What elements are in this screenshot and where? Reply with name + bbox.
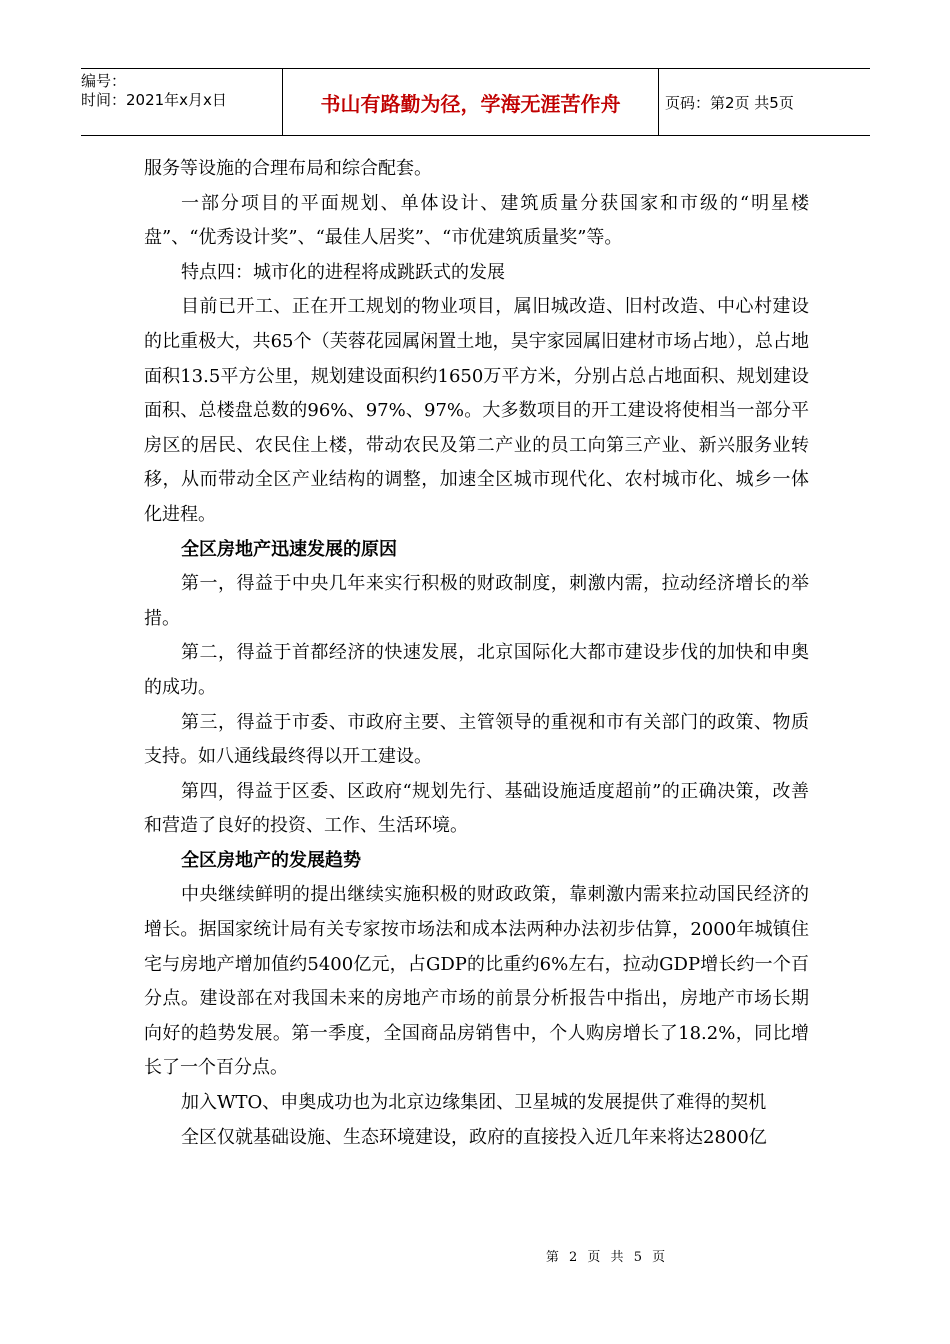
page-header <box>81 68 870 136</box>
section-heading: 全区房地产的发展趋势 <box>181 849 361 871</box>
paragraph: 一部分项目的平面规划、单体设计、建筑质量分获国家和市级的“明星楼盘”、“优秀设计奖”、“最佳人居奖”、“市优建筑质量奖”等。 <box>144 192 809 249</box>
footer-page-number: 第 2 页 共 5 页 <box>545 1250 669 1265</box>
paragraph: 第三，得益于市委、市政府主要、主管领导的重视和市有关部门的政策、物质支持。如八通线最终得以开工建设。 <box>144 711 809 768</box>
section-heading: 全区房地产迅速发展的原因 <box>181 538 397 560</box>
paragraph: 中央继续鲜明的提出继续实施积极的财政政策，靠刺激内需来拉动国民经济的增长。据国家统计局有关专家按市场法和成本法两种办法初步估算，2000年城镇住宅与房地产增加值约5400亿元，占GDP的比重约6%左右，拉动GDP增长约一个百分点。建设部在对我国未来的房地产市场的前景分析报告中指出，房地产市场长期向好的趋势发展。第一季度，全国商品房销售中，个人购房增长了18.2%，同比增长了一个百分点。 <box>144 884 809 1079</box>
paragraph: 特点四：城市化的进程将成跳跃式的发展 <box>181 261 505 283</box>
paragraph: 第四，得益于区委、区政府“规划先行、基础设施适度超前”的正确决策，改善和营造了良好的投资、工作、生活环境。 <box>144 780 809 837</box>
paragraph: 加入WTO、申奥成功也为北京边缘集团、卫星城的发展提供了难得的契机 <box>181 1092 767 1114</box>
motto-text: 书山有路勤为径，学海无涯苦作舟 <box>320 91 621 116</box>
doc-number-label: 编号： <box>81 72 127 90</box>
paragraph: 目前已开工、正在开工规划的物业项目，属旧城改造、旧村改造、中心村建设的比重极大，共65个（芙蓉花园属闲置土地，昊宇家园属旧建材市场占地），总占地面积13.5平方公里，规划建设面积约1650万平方米，分别占总占地面积、规划建设面积、总楼盘总数的96%、97%、97%。大多数项目的开工建设将使相当一部分平房区的居民、农民住上楼，带动农民及第二产业的员工向第三产业、新兴服务业转移，从而带动全区产业结构的调整，加速全区城市现代化、农村城市化、城乡一体化进程。 <box>144 296 809 525</box>
header-info-cell <box>81 69 283 135</box>
paragraph: 第二，得益于首都经济的快速发展，北京国际化大都市建设步伐的加快和申奥的成功。 <box>144 642 809 698</box>
paragraph: 第一，得益于中央几年来实行积极的财政制度，刺激内需，拉动经济增长的举措。 <box>144 573 809 629</box>
paragraph: 服务等设施的合理布局和综合配套。 <box>144 158 432 179</box>
page-code: 页码：第2页 共5页 <box>665 93 794 112</box>
date-label: 时间：2021年x月x日 <box>81 91 227 109</box>
paragraph: 全区仅就基础设施、生态环境建设，政府的直接投入近几年来将达2800亿 <box>181 1126 767 1148</box>
document-body <box>144 152 809 1155</box>
header-page-cell <box>659 69 870 135</box>
header-motto-cell <box>283 69 659 135</box>
page-footer <box>0 1246 950 1265</box>
